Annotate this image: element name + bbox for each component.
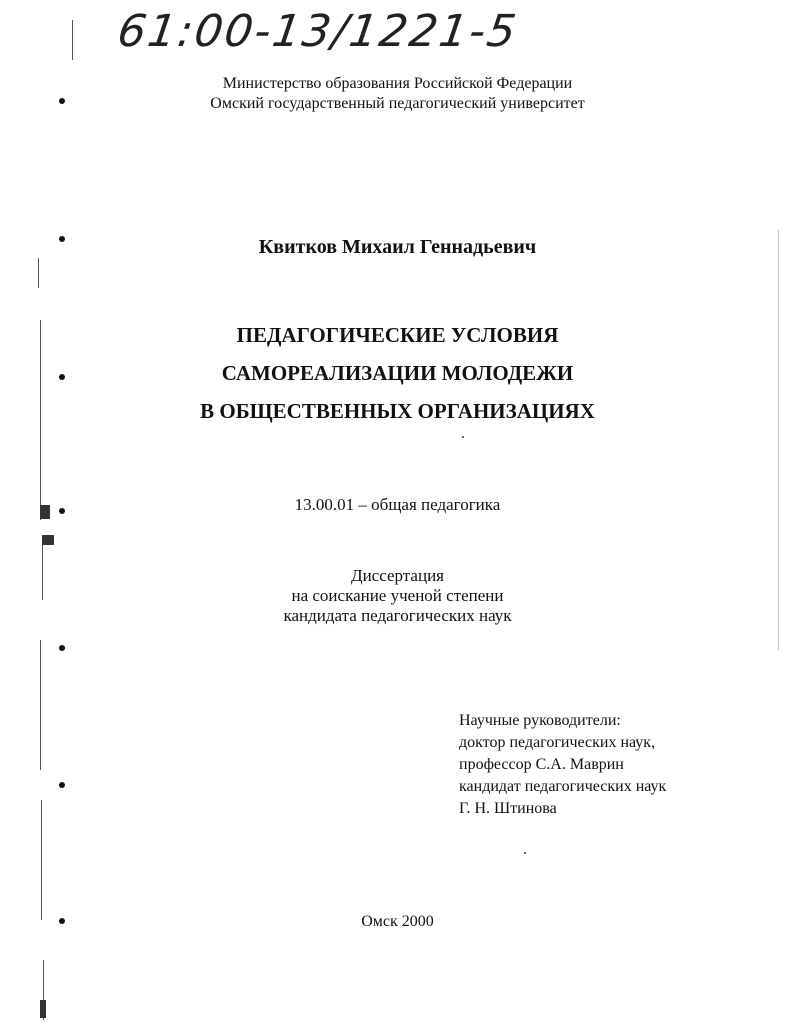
punch-hole [59, 645, 65, 651]
binding-line [72, 20, 73, 60]
supervisor-line: доктор педагогических наук, [459, 734, 656, 751]
margin-mark [42, 535, 54, 545]
margin-mark [40, 1000, 46, 1018]
supervisors-heading: Научные руководители: [459, 712, 621, 729]
degree-statement [0, 566, 795, 626]
title-line: В ОБЩЕСТВЕННЫХ ОРГАНИЗАЦИЯХ [200, 399, 595, 423]
binding-line [38, 258, 39, 288]
punch-hole [59, 782, 65, 788]
scan-speck [462, 436, 464, 438]
ministry-name: Министерство образования Российской Федерации [222, 75, 573, 92]
supervisor-line: профессор С.А. Маврин [459, 756, 624, 773]
city-year: Омск 2000 [361, 913, 434, 930]
university-name: Омский государственный педагогический университет [210, 95, 585, 112]
supervisor-line: кандидат педагогических наук [459, 778, 667, 795]
binding-line [41, 800, 42, 920]
institution-header [0, 74, 795, 114]
author-name: Квитков Михаил Геннадьевич [258, 236, 537, 258]
dissertation-title [0, 316, 795, 430]
title-line: САМОРЕАЛИЗАЦИИ МОЛОДЕЖИ [221, 361, 574, 385]
supervisor-line: Г. Н. Штинова [459, 800, 557, 817]
specialty-code: 13.00.01 – общая педагогика [294, 495, 501, 514]
binding-line [40, 640, 41, 770]
degree-line: Диссертация [350, 566, 444, 585]
degree-line: на соискание ученой степени [291, 586, 504, 605]
degree-line: кандидата педагогических наук [283, 606, 512, 625]
supervisors-block [459, 710, 666, 820]
title-line: ПЕДАГОГИЧЕСКИЕ УСЛОВИЯ [236, 323, 559, 347]
scan-speck [524, 852, 526, 854]
archive-mark: 61:00-13/1221-5 [114, 6, 521, 57]
